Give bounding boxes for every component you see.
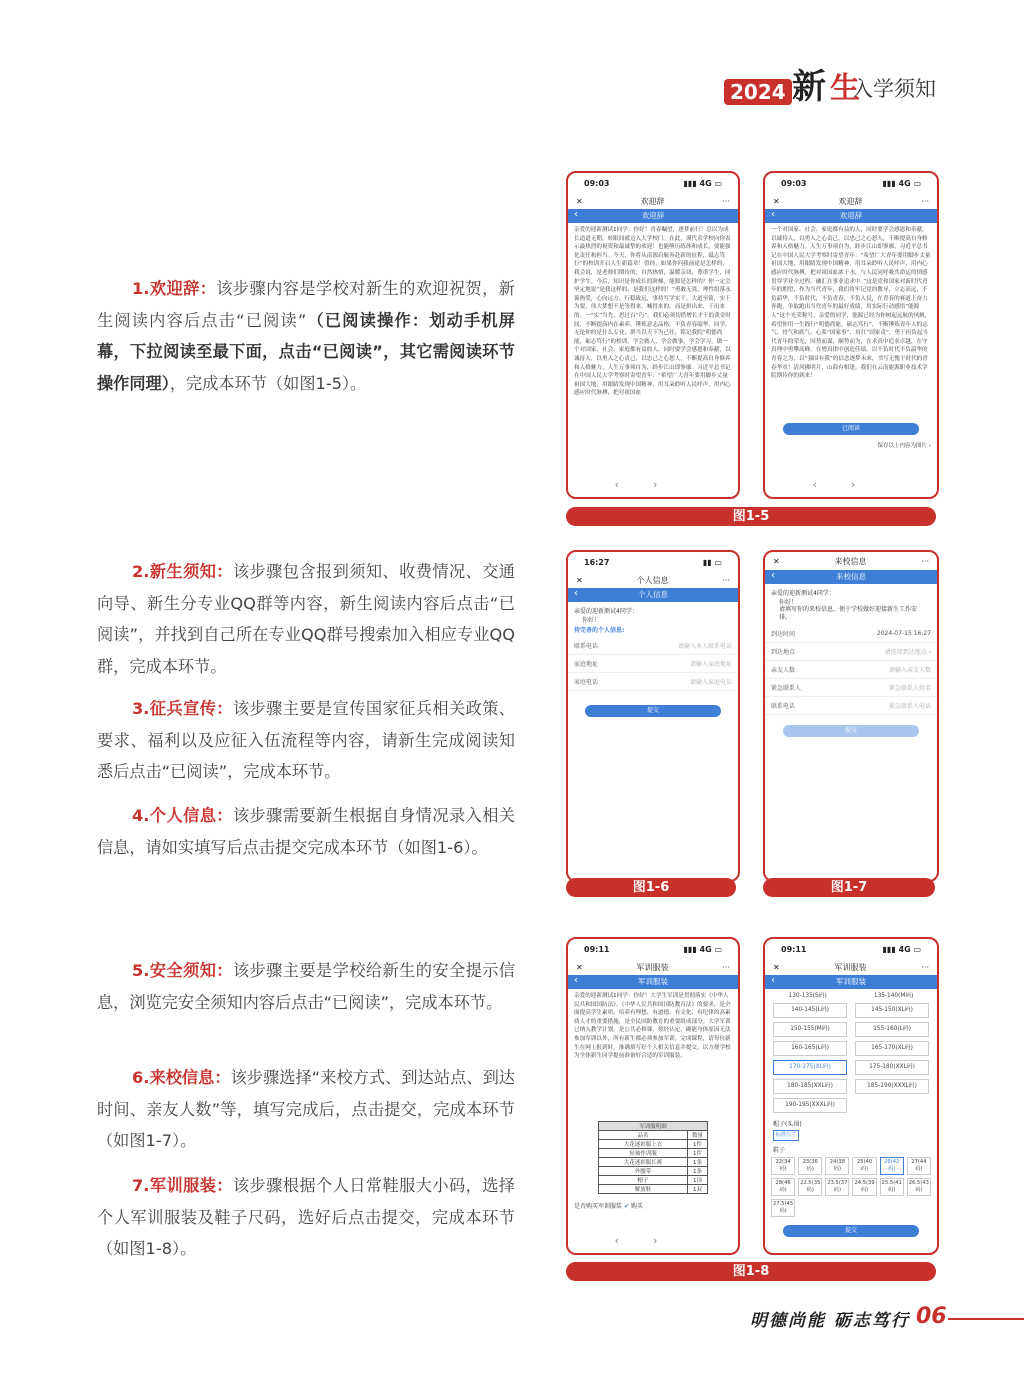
more-icon: ···: [921, 556, 929, 566]
header-year-badge: 2024: [724, 79, 792, 105]
submit-button[interactable]: 提交: [585, 705, 721, 717]
read-button[interactable]: 已阅读: [783, 423, 919, 435]
screenshot-welcome-1: 09:03 ▮▮▮ 4G ▭ ✕ 欢迎辞 ··· ‹ 欢迎辞 亲爱的迎新测试1同学：你好！青春瞩望，逐梦前行！总以为成长道道无期，转眼间就迈入大学校门。在此，谨代表学校向你表示最热烈的祝贺和最诚挚的欢迎！也能够历练体和成长，要能强化责任和担当。今天，你将从南源启航奔赴新的征程，砥志笃行“的校训开启人生新篇章！曾经，如果你问我前途是怎样的，我会说，是老师们期待的，自然热情，温暖亲切，尊重学生，同护学生。今后，知识是你成长的阶梯，能源是怎样的？你一定会坚定地说“是我这样的，是我们这样的！”勇敢无畏，理性组落永葆热爱，心向远方。行稳致远，事持写学实干。大道至简，实干为要。伟大梦想不是等得来、喊得来的，而是拼出来、干出来的。一“实”当先，思过百“巧”。我们必须切借增长才干的黄金时间，不断提高内在素养，锤炼意志品格，不负青春韶华。同学，无论你的是什么专业，群当以天下为己任，铭记我院“明德尚能，砺志笃行”的校训，学会做人，学会做事，学会学习，做一个对国家、社会、家庭都有益的人，同时要学会感恩和奉献，以诚待人，以勇入之心责己，以忠己之心恕人，不断提高自身修养和人格魅力。人生万事须自为，跬步江山即寥廓。习近平总书记在中国人民大学考察时寄望青年：“希望广大青年要用脚步丈量祖国大地，用眼睛发现中国精神，用耳朵聆听人民呼声，用内心感应时代脉搏，把对祖国血 ‹›: [566, 171, 740, 499]
uniform-table: 军训服明细 品名 数量 大花迷彩服上衣 1件 短袖作训服 1件 大花迷彩服长裤 1条 外腰带 1条 帽子 1顶 解放鞋 1双: [598, 1121, 708, 1194]
nav-arrows-icon: ‹›: [614, 1234, 692, 1247]
nav-arrows-icon: ‹›: [614, 478, 692, 491]
para-uniform: 7.军训服装：该步骤根据个人日常鞋服大小码，选择个人军训服装及鞋子尺码，选好后点击提交，完成本环节（如图1-8）。: [97, 1176, 515, 1258]
para-notice: 2.新生须知：该步骤包含报到须知、收费情况、交通向导、新生分专业QQ群等内容，新生阅读内容后点击“已阅读”，并找到自己所在专业QQ群号搜索加入相应专业QQ群，完成本环节。: [97, 562, 515, 676]
page-number: 06: [916, 1304, 947, 1329]
submit-button[interactable]: 提交: [783, 725, 919, 737]
footer-rule: [948, 1318, 1024, 1320]
save-image-link[interactable]: 保存以上内容为图片 ›: [877, 443, 931, 449]
nav-arrows-icon: ‹›: [812, 478, 890, 491]
caption-fig-1-8: 图1-8: [566, 1262, 936, 1281]
para-recruit: 3.征兵宣传：该步骤主要是宣传国家征兵相关政策、要求、福利以及应征入伍流程等内容，请新生完成阅读知悉后点击“已阅读”，完成本环节。: [97, 699, 515, 781]
caption-fig-1-7: 图1-7: [763, 878, 935, 897]
para-welcome: 1.欢迎辞：该步骤内容是学校对新生的欢迎祝贺，新生阅读内容后点击“已阅读”（已阅读操作：划动手机屏幕，下拉阅读至最下面，点击“已阅读”，其它需阅读环节操作同理），完成本环节（如图1-5）。: [97, 279, 515, 393]
close-icon: ✕: [773, 556, 780, 566]
screenshot-uniform-2: 09:11 ▮▮▮ 4G ▭ ✕ 军训服装 ··· ‹ 军训服装 130-135(S码) 135-140(M码) 140-145(L码) 145-150(XL码) 150-155(M码) 155-160(L码) 160-165(L码) 165-170(XL码) 170-175(XL码) 175-180(XXL码) 180-185(XXL码) 185-190(XXXL码) 190-195(XXXL码) 帽子(头围) 标准尺寸 鞋子 22(34码) 23(36码) 24(38码) 25(40码) 26(42码) 27(44码) 28(46码) 22.5(35码) 23.5(37码) 24.5(39码) 25.5(41码) 26.5(43码) 27.5(45码) 提交: [763, 937, 939, 1255]
header-title-rest: 入学须知: [852, 77, 936, 101]
size-grid: 140-145(L码) 145-150(XL码) 150-155(M码) 155-160(L码) 160-165(L码) 165-170(XL码) 170-175(XL码) 175-180(XXL码) 180-185(XXL码) 185-190(XXXL码) 190-195(XXXL码): [765, 999, 937, 1117]
caption-fig-1-5: 图1-5: [566, 507, 936, 526]
more-icon: ···: [921, 196, 929, 206]
check-icon: ✔: [623, 1203, 629, 1210]
para-personal: 4.个人信息：该步骤需要新生根据自身情况录入相关信息，请如实填写后点击提交完成本环节（如图1-6）。: [97, 806, 515, 857]
screenshot-uniform-1: 09:11 ▮▮▮ 4G ▭ ✕ 军训服装 ··· ‹ 军训服装 亲爱的迎新测试1同学：你好！大学生军训是贯彻落实《中华人民共和国国防法》、《中华人民共和国国防教育法》的要求，是全面提高学生素质、培养有理想、有道德、有文化、有纪律的高素质人才的重要措施，是全民国防教育的重要组成部分。大学军训已纳入教学计划，是公共必修课，按经认定，确能身体原因无法参加军训以外，所有新生都必须参加军训。完成课程，请每位新生在网上报到时，准确填写好个人相关信息并提交，以方便学校为全体新生同学提前准备好合适的军训服装。 军训服明细 品名 数量 大花迷彩服上衣 1件 短袖作训服 1件 大花迷彩服长裤 1条 外腰带 1条 帽子 1顶 解放鞋 1双 是否购买军训服装 ✔ 购买 ‹›: [566, 937, 740, 1255]
footer-motto: 明德尚能 砺志笃行: [750, 1311, 910, 1331]
close-icon: ✕: [773, 196, 780, 206]
more-icon: ···: [722, 196, 730, 206]
shoe-grid: 22(34码) 23(36码) 24(38码) 25(40码) 26(42码) 27(44码) 28(46码) 22.5(35码) 23.5(37码) 24.5(39码) 25.5(41码) 26.5(43码) 27.5(45码): [765, 1155, 937, 1219]
close-icon: ✕: [576, 962, 583, 972]
more-icon: ···: [722, 575, 730, 585]
close-icon: ✕: [773, 962, 780, 972]
para-safety: 5.安全须知：该步骤主要是学校给新生的安全提示信息，浏览完安全须知内容后点击“已阅读”，完成本环节。: [97, 961, 515, 1012]
more-icon: ···: [722, 962, 730, 972]
screenshot-arrival-info: ✕ 来校信息 ··· ‹ 来校信息 亲爱的迎新测试4同学： 你好！ 请填写你的来校信息，便于学校做好迎接新生工作安排。 到达时间 2024-07-15 16:27 到达地点 请选择到达地点 › 亲友人数 请输入亲友人数 紧急联系人 紧急联系人姓名 联系电话 紧急联系人电话 提交: [763, 550, 939, 882]
header-title-xin: 新: [792, 67, 826, 107]
screenshot-personal-info: 16:27 ▮▮ ▭ ✕ 个人信息 ··· ‹ 个人信息 亲爱的迎新测试4同学： 你好！ 待完善的个人信息: 联系电话 请输入本人联系电话 家庭地址 请输入家庭地址 家庭电话 请输入家庭电话 提交: [566, 550, 740, 882]
submit-button[interactable]: 提交: [783, 1225, 919, 1237]
header-title-sheng: 生: [830, 71, 860, 106]
screenshot-welcome-2: 09:03 ▮▮▮ 4G ▭ ✕ 欢迎辞 ··· ‹ 欢迎辞 一个对国家、社会、家庭都有益的人，同时要学会感恩和奉献，以诚待人，以勇入之心责己，以忠己之心恕人，不断提高自身修养和人格魅力。人生万事须自为，跬步江山即寥廓。习近平总书记在中国人民大学考察时寄望青年：“希望广大青年要用脚步丈量祖国大地，用眼睛发现中国精神，用耳朵聆听人民呼声，用内心感应时代脉搏，把对祖国血浓于水，与人民同呼吸共命运的情感贯穿学业全过程，融汇在事业追求中。”这是党和国家对新时代青年的期望，作为当代青年，我们将牢记党的教导，立志高远，不负韶华，不负时代，不负青春，不负人民，在青春的赛道上奋力奔跑，争取跑出当代青年的最好成绩，用实际行动感悟“能源人”这个光荣称号。亲爱的同学，能源已经为你树起远航的风帆，希望你用一生践行“明德尚能，砺志笃行”，不断锤炼青年人的志气、骨气和底气，心系“国家事”，肩扛“国家责”，勇于担负起当代青年的荣光，因势而谋，顺势而为，在求真中追求卓越，在守真理中勇攀高峰，在增真律中创造佳绩，以不负时代不负韶华的青春之为，以“强国有我”的信念逐梦未来，书写无愧于时代的青春华章！清风拂明月，山海有相逢。我们在云南能源职业技术学院期待你的到来！ 已阅读 保存以上内容为图片 › ‹›: [763, 171, 939, 499]
para-arrival: 6.来校信息：该步骤选择“来校方式、到达站点、到达时间、亲友人数”等，填写完成后，点击提交，完成本环节（如图1-7）。: [97, 1068, 515, 1150]
more-icon: ···: [921, 962, 929, 972]
close-icon: ✕: [576, 196, 583, 206]
close-icon: ✕: [576, 575, 583, 585]
caption-fig-1-6: 图1-6: [566, 878, 736, 897]
